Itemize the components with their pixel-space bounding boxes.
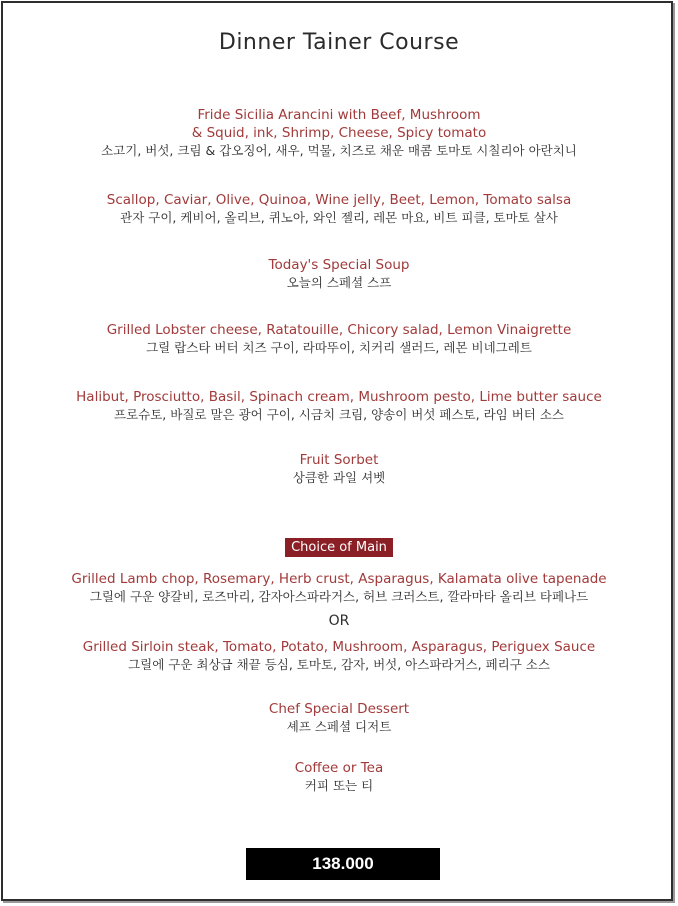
course-ko: 커피 또는 티 <box>304 778 374 793</box>
course-scallop <box>0 191 678 227</box>
main-choice-badge: Choice of Main <box>285 538 393 557</box>
course-ko: 관자 구이, 케비어, 올리브, 퀴노아, 와인 젤리, 레몬 마요, 비트 피클, 토마토 살사 <box>120 210 558 225</box>
main-ko: 그릴에 구운 양갈비, 로즈마리, 감자아스파라거스, 허브 크러스트, 깔라마타 올리브 타페나드 <box>89 589 589 604</box>
course-en: Halibut, Prosciutto, Basil, Spinach cream, Mushroom pesto, Lime butter sauce <box>76 389 602 405</box>
course-en: Fruit Sorbet <box>299 452 379 468</box>
course-ko: 상큼한 과일 셔벳 <box>292 470 386 485</box>
course-lobster <box>0 321 678 357</box>
course-ko: 프로슈토, 바질로 말은 광어 구이, 시금치 크림, 양송이 버섯 페스토, 라임 버터 소스 <box>114 407 564 422</box>
course-en: Scallop, Caviar, Olive, Quinoa, Wine jelly, Beet, Lemon, Tomato salsa <box>106 192 572 208</box>
main-en: Grilled Lamb chop, Rosemary, Herb crust, Asparagus, Kalamata olive tapenade <box>71 571 607 587</box>
course-sorbet <box>0 451 678 487</box>
main-sirloin <box>0 638 678 674</box>
menu-title: Dinner Tainer Course <box>218 30 460 55</box>
course-dessert <box>0 700 678 736</box>
course-en: Chef Special Dessert <box>268 701 410 717</box>
course-ko: 오늘의 스페셜 스프 <box>286 275 392 290</box>
course-halibut <box>0 388 678 424</box>
course-en-line-2: & Squid, ink, Shrimp, Cheese, Spicy tomato <box>191 125 487 141</box>
course-coffee <box>0 759 678 795</box>
main-lamb <box>0 570 678 606</box>
course-en-line-1: Fride Sicilia Arancini with Beef, Mushroom <box>197 107 481 123</box>
main-choice-header <box>0 536 678 557</box>
main-ko: 그릴에 구운 최상급 채끝 등심, 토마토, 감자, 버섯, 아스파라거스, 페리구 소스 <box>128 657 550 672</box>
main-en: Grilled Sirloin steak, Tomato, Potato, Mushroom, Asparagus, Periguex Sauce <box>82 639 596 655</box>
course-en: Coffee or Tea <box>294 760 384 776</box>
price-label: 138.000 <box>246 848 440 880</box>
course-en: Today's Special Soup <box>268 257 410 273</box>
course-ko: 소고기, 버섯, 크림 & 갑오징어, 새우, 먹물, 치즈로 채운 매콤 토마토 시칠리아 아란치니 <box>101 143 577 158</box>
course-arancini <box>0 106 678 160</box>
course-ko: 그릴 랍스타 버터 치즈 구이, 라따뚜이, 치커리 샐러드, 레몬 비네그레트 <box>146 340 532 355</box>
course-en: Grilled Lobster cheese, Ratatouille, Chicory salad, Lemon Vinaigrette <box>106 322 572 338</box>
course-ko: 셰프 스페셜 디저트 <box>286 719 392 734</box>
or-separator: OR <box>328 613 350 629</box>
course-soup <box>0 256 678 292</box>
